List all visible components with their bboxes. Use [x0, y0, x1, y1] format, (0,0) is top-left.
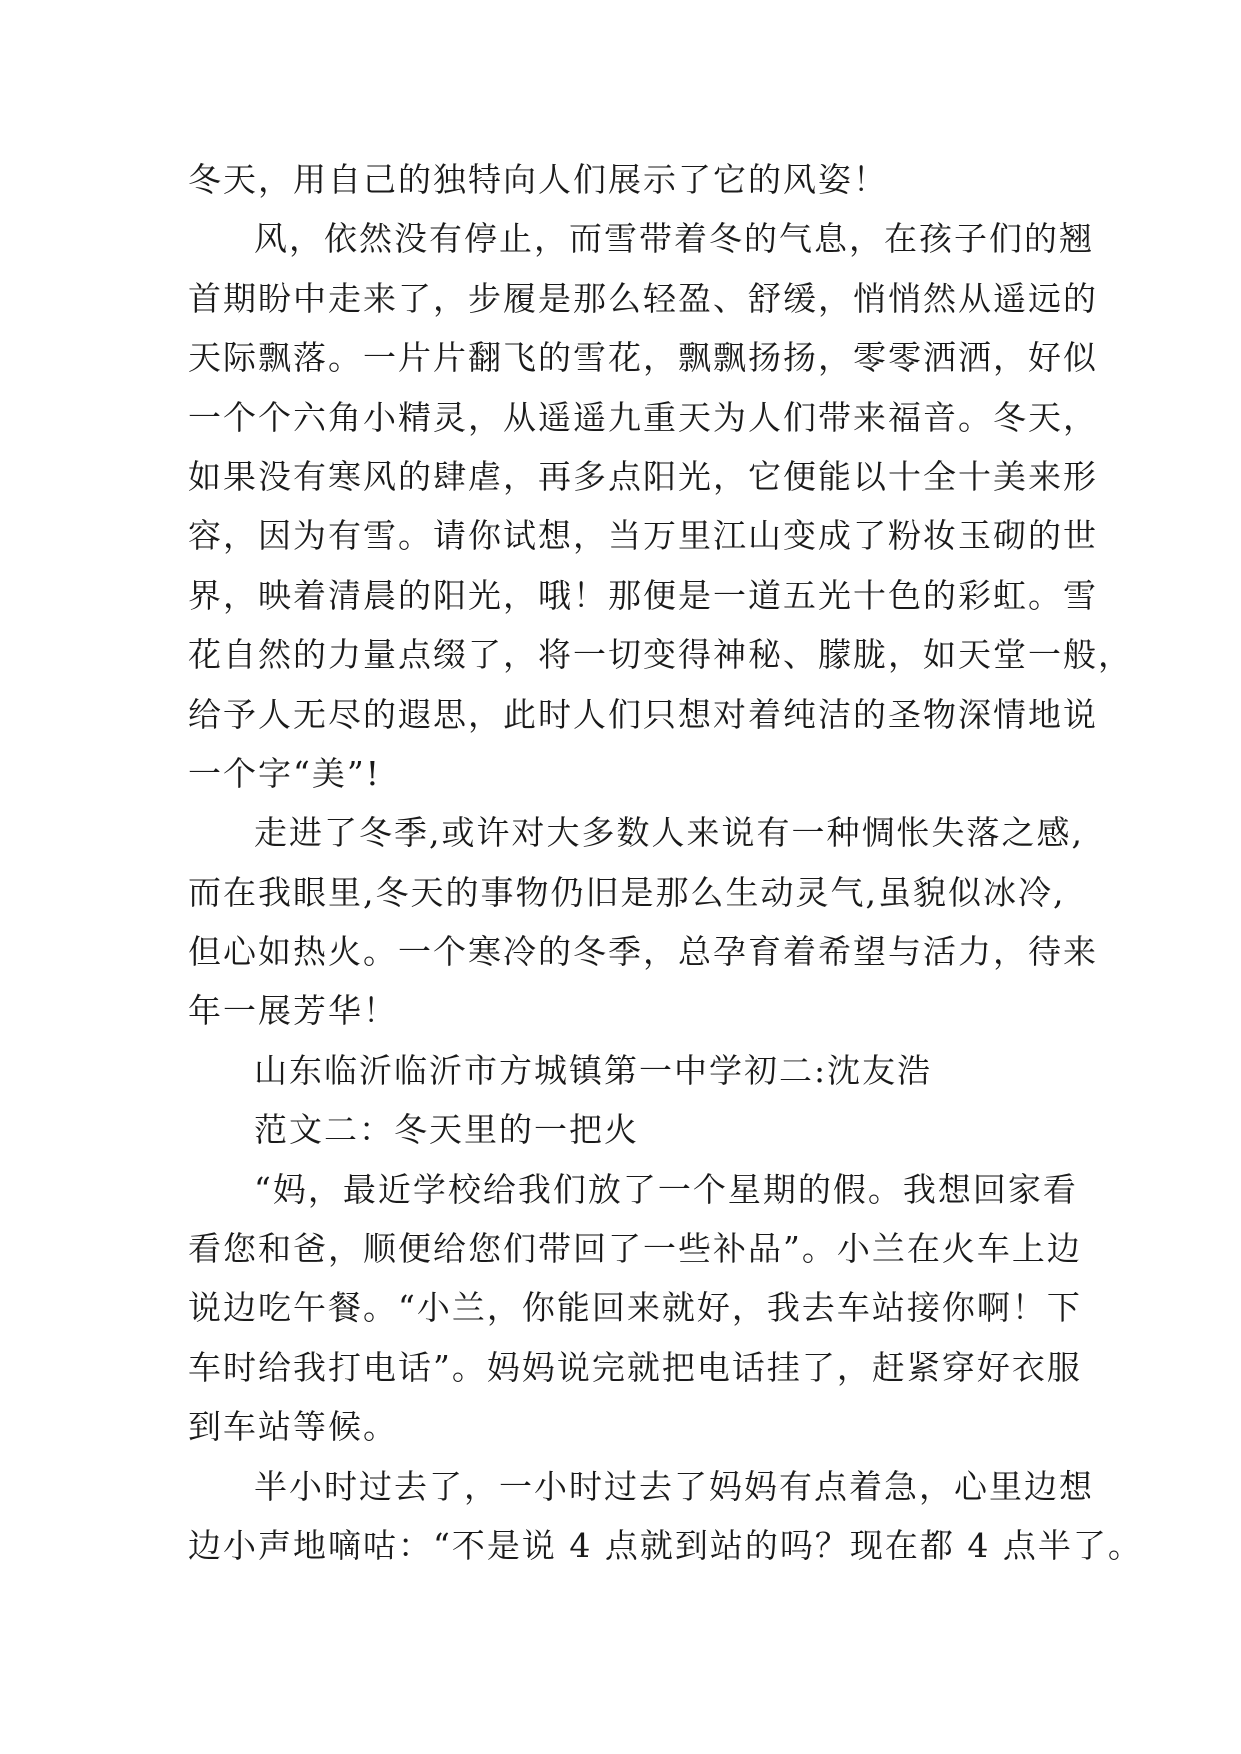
text-line: 花自然的力量点缀了，将一切变得神秘、朦胧，如天堂一般，: [188, 635, 1133, 675]
text-line: 看您和爸，顺便给您们带回了一些补品”。小兰在火车上边: [188, 1229, 1082, 1269]
section-heading: 范文二：冬天里的一把火: [254, 1110, 639, 1150]
text-line: 风，依然没有停止，而雪带着冬的气息，在孩子们的翘: [254, 219, 1094, 259]
text-line: 界，映着清晨的阳光，哦！那便是一道五光十色的彩虹。雪: [188, 575, 1098, 615]
text-line: “妈，最近学校给我们放了一个星期的假。我想回家看: [254, 1169, 1078, 1209]
text-line: 冬天，用自己的独特向人们展示了它的风姿！: [188, 160, 888, 199]
text-line: 边小声地嘀咕：“不是说 4 点就到站的吗？现在都 4 点半了。: [188, 1525, 1143, 1565]
text-line: 但心如热火。一个寒冷的冬季，总孕育着希望与活力，待来: [188, 932, 1098, 972]
text-line: 首期盼中走来了，步履是那么轻盈、舒缓，悄悄然从遥远的: [188, 278, 1098, 318]
text-line: 走进了冬季,或许对大多数人来说有一种惆怅失落之感,: [254, 813, 1084, 853]
text-line: 一个字“美”!: [188, 753, 382, 793]
text-line: 年一展芳华！: [188, 991, 398, 1031]
author-line: 山东临沂临沂市方城镇第一中学初二:沈友浩: [254, 1050, 933, 1090]
text-line: 容，因为有雪。请你试想，当万里江山变成了粉妆玉砌的世: [188, 516, 1098, 556]
text-line: 车时给我打电话”。妈妈说完就把电话挂了，赶紧穿好衣服: [188, 1347, 1082, 1387]
text-line: 半小时过去了，一小时过去了妈妈有点着急，心里边想: [254, 1466, 1094, 1506]
text-line: 如果没有寒风的肆虐，再多点阳光，它便能以十全十美来形: [188, 456, 1098, 496]
text-line: 说边吃午餐。“小兰，你能回来就好，我去车站接你啊！下: [188, 1288, 1082, 1328]
text-line: 到车站等候。: [188, 1407, 398, 1447]
text-line: 天际飘落。一片片翻飞的雪花，飘飘扬扬，零零洒洒，好似: [188, 338, 1098, 378]
essay-text: [188, 160, 1143, 1585]
text-line: 而在我眼里,冬天的事物仍旧是那么生动灵气,虽貌似冰冷,: [188, 872, 1066, 912]
text-line: 给予人无尽的遐思，此时人们只想对着纯洁的圣物深情地说: [188, 694, 1098, 734]
text-line: 一个个六角小精灵，从遥遥九重天为人们带来福音。冬天，: [188, 397, 1098, 437]
